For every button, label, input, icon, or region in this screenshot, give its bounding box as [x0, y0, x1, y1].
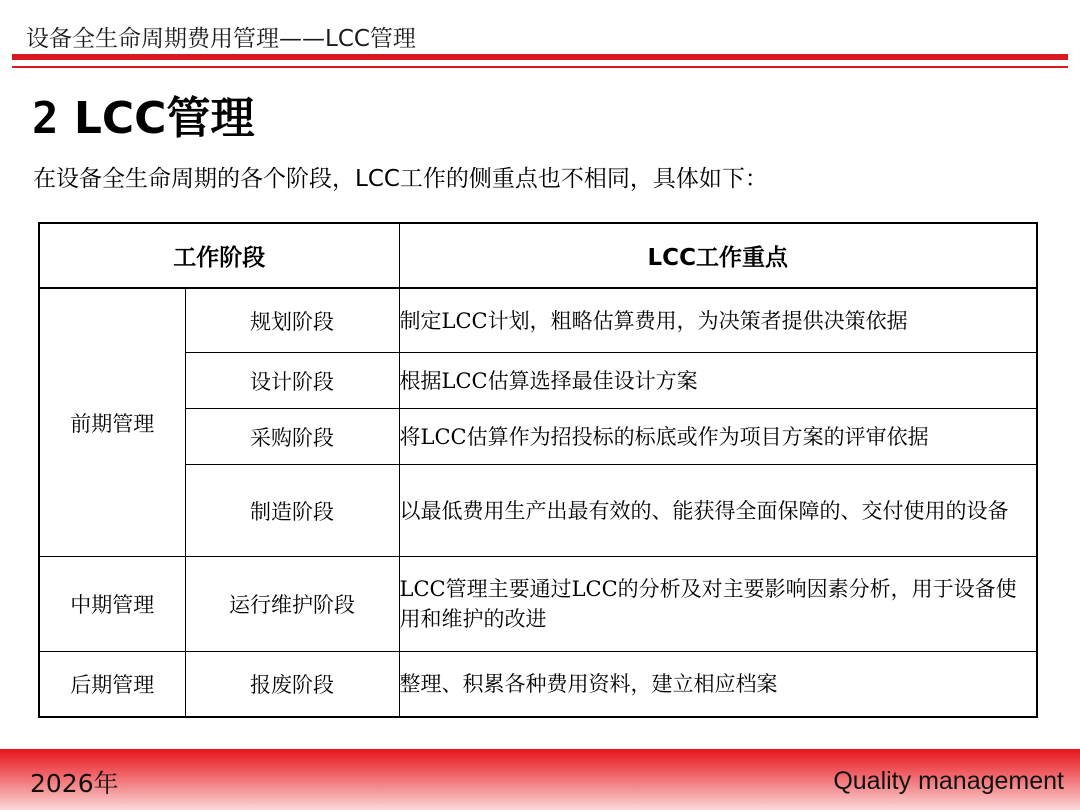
table-row: [39, 288, 1037, 353]
header-stage: 工作阶段: [39, 223, 399, 288]
phase-cell: 前期管理: [39, 288, 185, 557]
table-row: [39, 652, 1037, 718]
header-rule-thin: [12, 66, 1068, 68]
table-row: [39, 353, 1037, 409]
header-focus: LCC工作重点: [399, 223, 1037, 288]
footer-bar: [0, 749, 1080, 810]
phase-cell: 后期管理: [39, 652, 185, 718]
stage-cell: 报废阶段: [185, 652, 399, 718]
lcc-stage-table: [38, 222, 1038, 718]
section-title: LCC管理: [73, 93, 255, 144]
stage-cell: 制造阶段: [185, 465, 399, 557]
section-number: 2: [32, 93, 59, 144]
focus-cell: 整理、积累各种费用资料，建立相应档案: [399, 652, 1037, 718]
focus-cell: LCC管理主要通过LCC的分析及对主要影响因素分析，用于设备使用和维护的改进: [399, 557, 1037, 652]
stage-cell: 采购阶段: [185, 409, 399, 465]
table-row: [39, 557, 1037, 652]
deck-title: 设备全生命周期费用管理——LCC管理: [26, 26, 416, 52]
section-heading: [32, 82, 254, 146]
table-header-row: [39, 223, 1037, 288]
focus-cell: 以最低费用生产出最有效的、能获得全面保障的、交付使用的设备: [399, 465, 1037, 557]
stage-cell: 设计阶段: [185, 353, 399, 409]
stage-cell: 运行维护阶段: [185, 557, 399, 652]
focus-cell: 根据LCC估算选择最佳设计方案: [399, 353, 1037, 409]
table-row: [39, 409, 1037, 465]
header-rule-thick: [12, 54, 1068, 60]
stage-cell: 规划阶段: [185, 288, 399, 353]
footer-tagline: Quality management: [833, 767, 1064, 795]
phase-cell: 中期管理: [39, 557, 185, 652]
table-row: [39, 465, 1037, 557]
focus-cell: 将LCC估算作为招投标的标底或作为项目方案的评审依据: [399, 409, 1037, 465]
intro-text: 在设备全生命周期的各个阶段，LCC工作的侧重点也不相同，具体如下：: [33, 166, 768, 192]
footer-year: 2026年: [30, 769, 119, 798]
focus-cell: 制定LCC计划，粗略估算费用，为决策者提供决策依据: [399, 288, 1037, 353]
